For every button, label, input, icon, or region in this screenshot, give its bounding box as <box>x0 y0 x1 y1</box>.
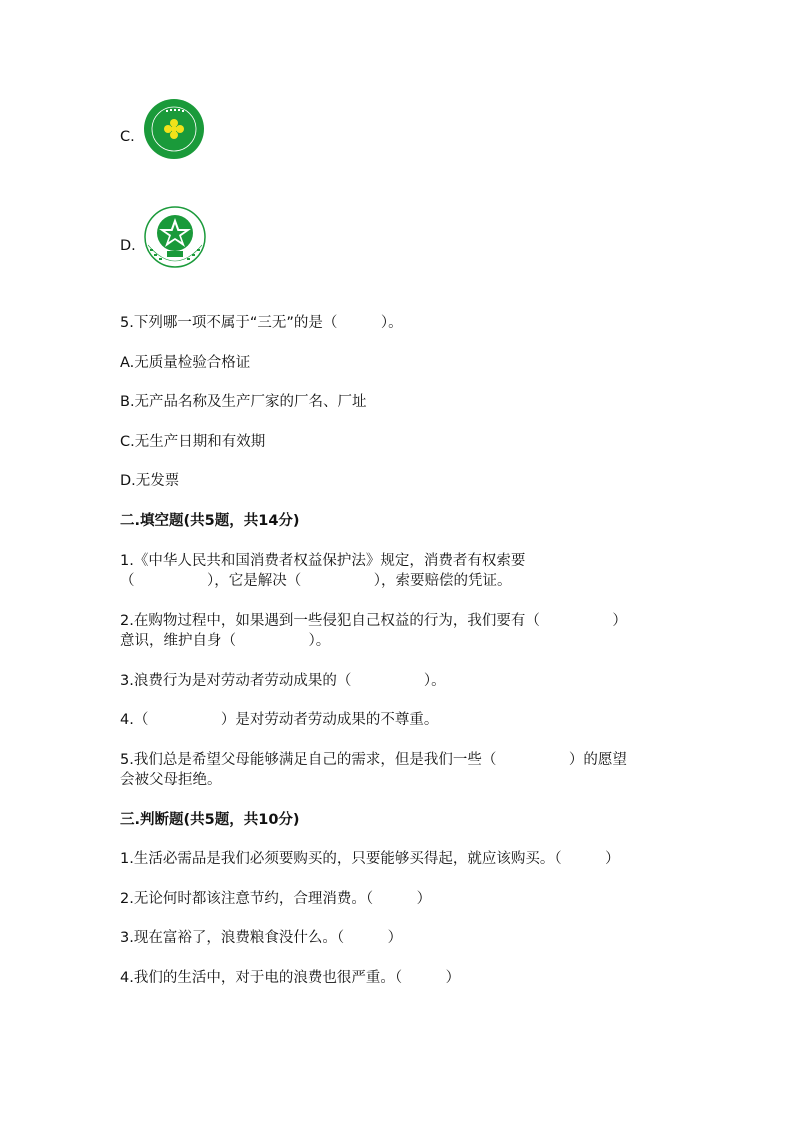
fill-q1-line2: （ ），它是解决（ ），索要赔偿的凭证。 <box>120 573 512 589</box>
fill-q1-line1: 1.《中华人民共和国消费者权益保护法》规定，消费者有权索要 <box>120 553 526 569</box>
q5-option-c: C.无生产日期和有效期 <box>120 434 266 450</box>
fill-q3: 3.浪费行为是对劳动者劳动成果的（ ）。 <box>120 673 446 689</box>
q5-option-b: B.无产品名称及生产厂家的厂名、厂址 <box>120 394 367 410</box>
green-food-seal-logo <box>142 98 206 164</box>
judge-q2: 2.无论何时都该注意节约，合理消费。（ ） <box>120 891 432 907</box>
q5-stem: 5.下列哪一项不属于“三无”的是（ ）。 <box>120 315 403 331</box>
judge-q1: 1.生活必需品是我们必须要购买的，只要能够买得起，就应该购买。（ ） <box>120 851 620 867</box>
fill-q2-line2: 意识，维护自身（ ）。 <box>120 633 331 649</box>
option-c-label: C. <box>120 129 135 145</box>
judge-q4: 4.我们的生活中，对于电的浪费也很严重。（ ） <box>120 970 461 986</box>
judge-q3: 3.现在富裕了，浪费粮食没什么。（ ） <box>120 930 403 946</box>
fill-q5-line2: 会被父母拒绝。 <box>120 772 222 788</box>
q5-option-d: D.无发票 <box>120 473 180 489</box>
china-green-star-logo <box>140 205 210 277</box>
fill-q2-line1: 2.在购物过程中，如果遇到一些侵犯自己权益的行为，我们要有（ ） <box>120 613 627 629</box>
section2-heading: 二.填空题(共5题，共14分) <box>120 513 300 529</box>
q5-option-a: A.无质量检验合格证 <box>120 355 251 371</box>
fill-q4: 4.（ ）是对劳动者劳动成果的不尊重。 <box>120 712 439 728</box>
option-d-label: D. <box>120 238 136 254</box>
fill-q5-line1: 5.我们总是希望父母能够满足自己的需求，但是我们一些（ ）的愿望 <box>120 752 627 768</box>
section3-heading: 三.判断题(共5题，共10分) <box>120 812 300 828</box>
